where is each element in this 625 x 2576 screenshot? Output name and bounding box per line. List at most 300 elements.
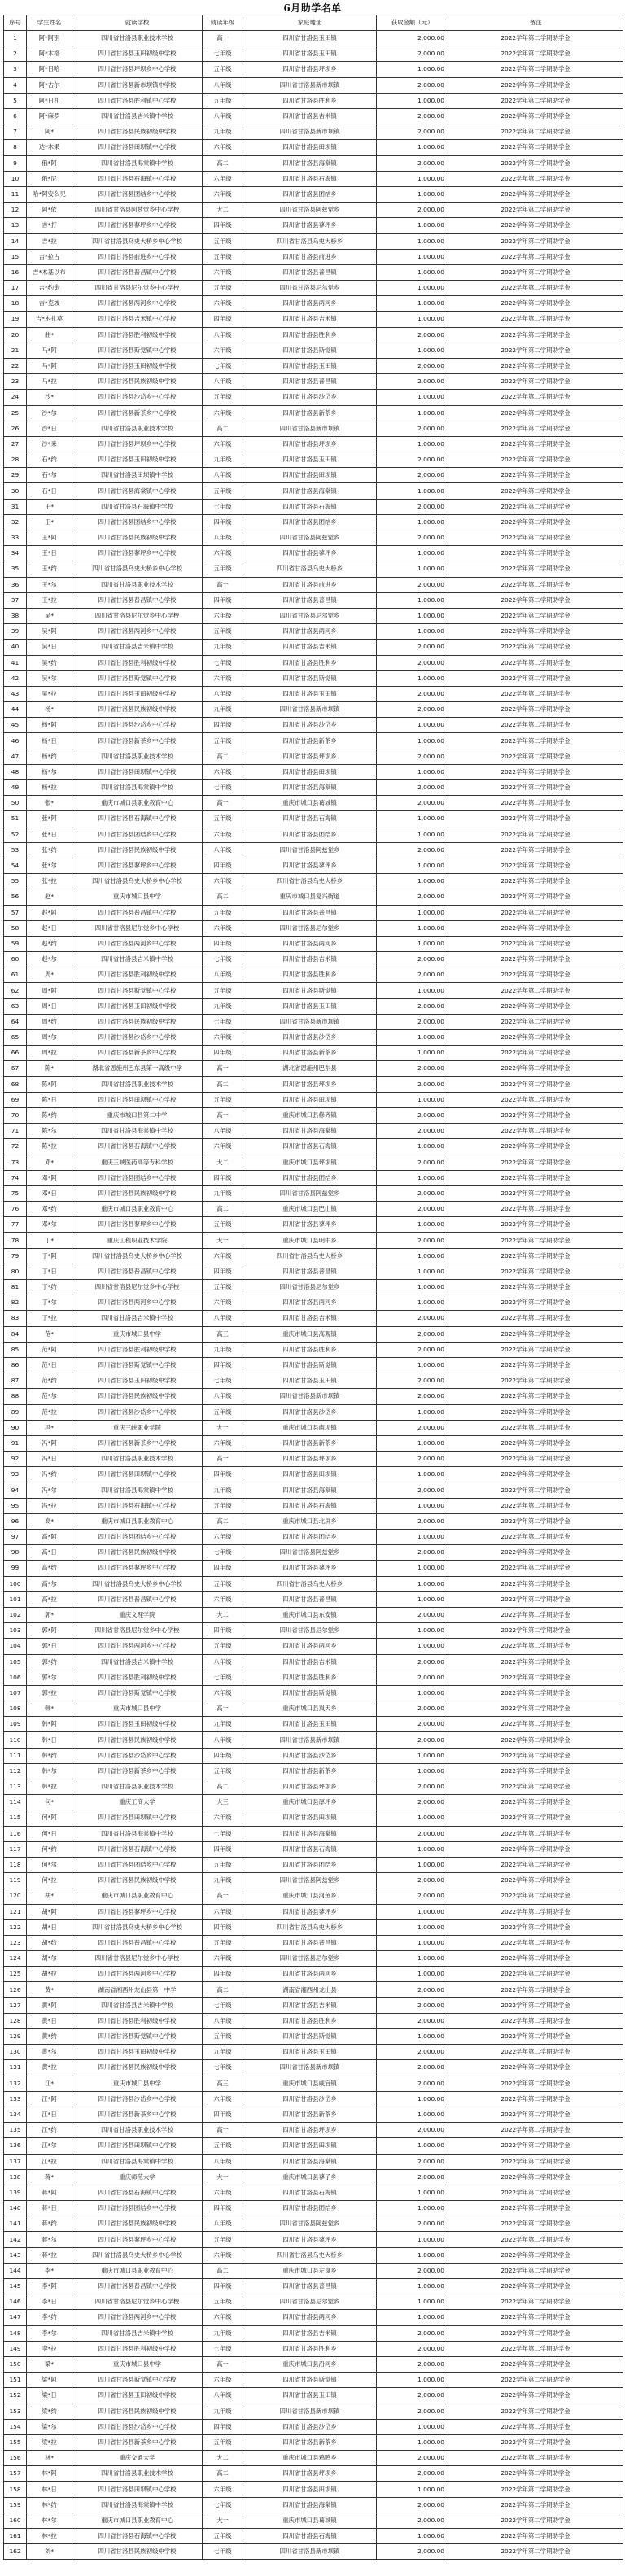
table-row	[4, 670, 623, 686]
table-row	[4, 1498, 623, 1513]
table-row	[4, 2482, 623, 2497]
table-row	[4, 1326, 623, 1342]
cell-student-name: 梁*拉	[27, 2434, 72, 2450]
cell-amount: 2,000.00	[377, 749, 448, 764]
cell-student-name: 阿*日哈	[27, 62, 72, 77]
table-row	[4, 1904, 623, 1919]
cell-index: 162	[4, 2544, 27, 2560]
cell-amount: 2,000.00	[377, 1107, 448, 1123]
cell-amount: 2,000.00	[377, 952, 448, 967]
cell-grade: 七年级	[203, 1373, 243, 1389]
cell-remark: 2022学年第二学期助学金	[448, 2107, 623, 2122]
table-row	[4, 2279, 623, 2294]
cell-amount: 1,000.00	[377, 390, 448, 405]
cell-remark: 2022学年第二学期助学金	[448, 1155, 623, 1170]
cell-student-name: 邓*尔	[27, 1217, 72, 1233]
cell-school: 四川省甘洛县石海镇中学校	[72, 499, 203, 514]
cell-school: 四川省甘洛县职业技术学校	[72, 1452, 203, 1467]
table-row	[4, 514, 623, 530]
cell-student-name: 吴*尔	[27, 670, 72, 686]
header-amount: 获取金额（元）	[377, 15, 448, 31]
cell-student-name: 王*	[27, 514, 72, 530]
cell-student-name: 高*阿	[27, 1530, 72, 1545]
table-row	[4, 374, 623, 390]
cell-remark: 2022学年第二学期助学金	[448, 2529, 623, 2544]
cell-student-name: 王*尔	[27, 577, 72, 592]
cell-remark: 2022学年第二学期助学金	[448, 1076, 623, 1092]
cell-school: 四川省甘洛县海棠镇中学校	[72, 155, 203, 171]
cell-student-name: 胡*约	[27, 1935, 72, 1950]
cell-home-address: 四川省甘洛县沙岱乡	[243, 390, 377, 405]
cell-home-address: 四川省甘洛县两河乡	[243, 296, 377, 312]
cell-grade: 七年级	[203, 952, 243, 967]
table-row	[4, 281, 623, 296]
cell-student-name: 王*	[27, 499, 72, 514]
cell-school: 四川省甘洛县职业技术学校	[72, 577, 203, 592]
cell-grade: 大三	[203, 1795, 243, 1810]
table-row	[4, 686, 623, 701]
cell-grade: 六年级	[203, 436, 243, 452]
cell-amount: 2,000.00	[377, 468, 448, 483]
cell-remark: 2022学年第二学期助学金	[448, 2154, 623, 2169]
cell-amount: 1,000.00	[377, 1046, 448, 1061]
cell-index: 58	[4, 920, 27, 936]
table-row	[4, 624, 623, 640]
cell-index: 2	[4, 46, 27, 62]
cell-school: 四川省甘洛县乌史大桥乡中心学校	[72, 234, 203, 249]
cell-index: 146	[4, 2294, 27, 2310]
cell-amount: 2,000.00	[377, 327, 448, 343]
cell-home-address: 四川省甘洛县胜利乡	[243, 327, 377, 343]
cell-grade: 四年级	[203, 2107, 243, 2122]
cell-school: 四川省甘洛县两河乡中心学校	[72, 1967, 203, 1982]
table-row	[4, 1545, 623, 1561]
cell-remark: 2022学年第二学期助学金	[448, 483, 623, 499]
cell-remark: 2022学年第二学期助学金	[448, 874, 623, 889]
cell-remark: 2022学年第二学期助学金	[448, 1452, 623, 1467]
cell-student-name: 张*阿	[27, 811, 72, 827]
cell-home-address: 重庆市城口县岚天乡	[243, 1701, 377, 1717]
table-row	[4, 1685, 623, 1701]
cell-student-name: 赵*约	[27, 936, 72, 951]
cell-school: 四川省甘洛县新茶乡中心学校	[72, 2434, 203, 2450]
cell-home-address: 四川省甘洛县海棠镇	[243, 1482, 377, 1498]
cell-index: 81	[4, 1280, 27, 1295]
cell-amount: 2,000.00	[377, 2388, 448, 2404]
cell-grade: 九年级	[203, 640, 243, 655]
table-row	[4, 2201, 623, 2216]
cell-home-address: 重庆市城口县修齐镇	[243, 1107, 377, 1123]
table-row	[4, 234, 623, 249]
cell-remark: 2022学年第二学期助学金	[448, 1685, 623, 1701]
cell-remark: 2022学年第二学期助学金	[448, 2185, 623, 2200]
cell-grade: 六年级	[203, 1685, 243, 1701]
cell-school: 四川省甘洛县沙岱乡中心学校	[72, 718, 203, 733]
table-row	[4, 1779, 623, 1795]
table-row	[4, 842, 623, 858]
table-row	[4, 1311, 623, 1326]
cell-remark: 2022学年第二学期助学金	[448, 108, 623, 124]
cell-index: 121	[4, 1904, 27, 1919]
cell-grade: 五年级	[203, 2232, 243, 2247]
cell-remark: 2022学年第二学期助学金	[448, 2310, 623, 2325]
table-row	[4, 2544, 623, 2560]
cell-index: 47	[4, 749, 27, 764]
table-row	[4, 327, 623, 343]
cell-student-name: 赵*日	[27, 920, 72, 936]
cell-home-address: 四川省甘洛县普昌镇	[243, 1591, 377, 1607]
cell-home-address: 四川省甘洛县尼尔觉乡	[243, 1951, 377, 1967]
table-row	[4, 1435, 623, 1451]
cell-amount: 1,000.00	[377, 405, 448, 421]
table-row	[4, 2123, 623, 2138]
cell-amount: 1,000.00	[377, 186, 448, 202]
cell-index: 14	[4, 234, 27, 249]
cell-remark: 2022学年第二学期助学金	[448, 499, 623, 514]
cell-student-name: 哈*阿安么见	[27, 186, 72, 202]
cell-amount: 2,000.00	[377, 1342, 448, 1357]
table-row	[4, 2029, 623, 2045]
cell-amount: 2,000.00	[377, 358, 448, 373]
cell-grade: 五年级	[203, 2294, 243, 2310]
table-row	[4, 2513, 623, 2528]
cell-index: 12	[4, 203, 27, 218]
cell-home-address: 四川省甘洛县新市坝镇	[243, 2060, 377, 2076]
cell-home-address: 四川省甘洛县蓼坪乡	[243, 2232, 377, 2247]
cell-amount: 2,000.00	[377, 1420, 448, 1435]
cell-index: 34	[4, 546, 27, 561]
table-row	[4, 796, 623, 811]
cell-grade: 四年级	[203, 2201, 243, 2216]
cell-student-name: 吴*日	[27, 640, 72, 655]
cell-grade: 四年级	[203, 718, 243, 733]
cell-index: 28	[4, 452, 27, 468]
cell-home-address: 四川省甘洛县新市坝镇	[243, 421, 377, 436]
cell-home-address: 四川省甘洛县石海镇	[243, 2185, 377, 2200]
cell-grade: 四年级	[203, 2419, 243, 2434]
cell-student-name: 郭*	[27, 1607, 72, 1622]
cell-home-address: 重庆市城口县复兴街道	[243, 889, 377, 905]
cell-school: 四川省甘洛县普昌镇中心学校	[72, 2279, 203, 2294]
cell-school: 四川省甘洛县斯觉镇中心学校	[72, 983, 203, 998]
cell-home-address: 重庆市城口县葛城镇	[243, 2513, 377, 2528]
cell-index: 154	[4, 2419, 27, 2434]
cell-amount: 1,000.00	[377, 561, 448, 577]
cell-grade: 八年级	[203, 1124, 243, 1139]
cell-remark: 2022学年第二学期助学金	[448, 1607, 623, 1622]
cell-index: 56	[4, 889, 27, 905]
cell-school: 湖南省湘西州龙山县第一中学	[72, 1982, 203, 1997]
cell-home-address: 四川省甘洛县阿兹觉乡	[243, 2216, 377, 2232]
cell-amount: 1,000.00	[377, 2138, 448, 2154]
cell-grade: 大二	[203, 2451, 243, 2466]
table-row	[4, 733, 623, 749]
cell-amount: 1,000.00	[377, 343, 448, 358]
table-row	[4, 2325, 623, 2341]
cell-index: 59	[4, 936, 27, 951]
cell-amount: 2,000.00	[377, 796, 448, 811]
cell-amount: 1,000.00	[377, 2091, 448, 2107]
cell-amount: 1,000.00	[377, 1498, 448, 1513]
cell-home-address: 四川省甘洛县田坝镇	[243, 1810, 377, 1826]
cell-home-address: 四川省甘洛县团结乡	[243, 2201, 377, 2216]
cell-student-name: 冯*	[27, 1420, 72, 1435]
cell-school: 四川省甘洛县两河乡中心学校	[72, 1639, 203, 1654]
cell-school: 四川省甘洛县新茶乡中心学校	[72, 1763, 203, 1779]
cell-amount: 1,000.00	[377, 1623, 448, 1639]
cell-student-name: 林*拉	[27, 2529, 72, 2544]
cell-grade: 四年级	[203, 1467, 243, 1482]
cell-student-name: 韩*日	[27, 1732, 72, 1748]
cell-amount: 2,000.00	[377, 2013, 448, 2028]
cell-remark: 2022学年第二学期助学金	[448, 2216, 623, 2232]
cell-remark: 2022学年第二学期助学金	[448, 702, 623, 718]
table-row	[4, 640, 623, 655]
cell-student-name: 王*阿	[27, 530, 72, 546]
cell-student-name: 周*拉	[27, 1046, 72, 1061]
table-row	[4, 2497, 623, 2513]
table-row	[4, 780, 623, 796]
cell-school: 四川省甘洛县职业技术学校	[72, 31, 203, 46]
cell-home-address: 四川省甘洛县新市坝镇	[243, 124, 377, 140]
cell-school: 四川省甘洛县两河乡中心学校	[72, 1295, 203, 1311]
cell-amount: 1,000.00	[377, 2310, 448, 2325]
cell-amount: 1,000.00	[377, 1685, 448, 1701]
cell-index: 21	[4, 343, 27, 358]
cell-student-name: 韩*拉	[27, 1779, 72, 1795]
cell-remark: 2022学年第二学期助学金	[448, 796, 623, 811]
cell-home-address: 四川省甘洛县普昌镇	[243, 592, 377, 608]
cell-remark: 2022学年第二学期助学金	[448, 764, 623, 779]
cell-grade: 高一	[203, 31, 243, 46]
cell-home-address: 四川省甘洛县玉田镇	[243, 452, 377, 468]
cell-grade: 五年级	[203, 1857, 243, 1872]
cell-amount: 1,000.00	[377, 2247, 448, 2263]
table-row	[4, 390, 623, 405]
cell-remark: 2022学年第二学期助学金	[448, 1311, 623, 1326]
cell-grade: 高一	[203, 1107, 243, 1123]
cell-student-name: 李*阿	[27, 2279, 72, 2294]
cell-school: 四川省甘洛县玉田初级中学校	[72, 46, 203, 62]
cell-grade: 五年级	[203, 1935, 243, 1950]
cell-student-name: 邓*阿	[27, 1170, 72, 1185]
cell-home-address: 四川省甘洛县两河乡	[243, 936, 377, 951]
cell-school: 四川省甘洛县蓼坪乡中心学校	[72, 1904, 203, 1919]
table-row	[4, 124, 623, 140]
cell-amount: 1,000.00	[377, 874, 448, 889]
cell-home-address: 四川省甘洛县海棠镇	[243, 780, 377, 796]
cell-home-address: 四川省甘洛县坪坝乡	[243, 1779, 377, 1795]
cell-remark: 2022学年第二学期助学金	[448, 218, 623, 234]
cell-remark: 2022学年第二学期助学金	[448, 281, 623, 296]
header-grade: 就读年级	[203, 15, 243, 31]
cell-index: 49	[4, 780, 27, 796]
cell-home-address: 四川省甘洛县沙岱乡	[243, 2091, 377, 2107]
cell-student-name: 丁*尔	[27, 1295, 72, 1311]
table-row	[4, 2013, 623, 2028]
cell-student-name: 李*尔	[27, 2325, 72, 2341]
table-row	[4, 1342, 623, 1357]
cell-amount: 1,000.00	[377, 1139, 448, 1155]
cell-student-name: 何*拉	[27, 1873, 72, 1888]
cell-school: 四川省甘洛县田坝镇中心学校	[72, 1810, 203, 1826]
cell-home-address: 四川省甘洛县两河乡	[243, 1639, 377, 1654]
cell-remark: 2022学年第二学期助学金	[448, 2466, 623, 2482]
cell-grade: 六年级	[203, 171, 243, 186]
cell-home-address: 四川省甘洛县吉米镇	[243, 640, 377, 655]
cell-student-name: 吉*木基以布	[27, 264, 72, 280]
cell-amount: 2,000.00	[377, 1654, 448, 1670]
cell-index: 109	[4, 1717, 27, 1732]
cell-grade: 四年级	[203, 1919, 243, 1935]
cell-index: 113	[4, 1779, 27, 1795]
cell-index: 87	[4, 1373, 27, 1389]
cell-remark: 2022学年第二学期助学金	[448, 718, 623, 733]
cell-school: 重庆工程职业技术学院	[72, 1233, 203, 1248]
cell-student-name: 何*日	[27, 1826, 72, 1841]
cell-student-name: 杨*约	[27, 749, 72, 764]
table-row	[4, 62, 623, 77]
cell-school: 四川省甘洛县两河乡中心学校	[72, 936, 203, 951]
cell-school: 四川省甘洛县团结乡中心学校	[72, 1170, 203, 1185]
cell-index: 70	[4, 1107, 27, 1123]
cell-school: 重庆市城口县中学	[72, 2076, 203, 2091]
cell-index: 50	[4, 796, 27, 811]
cell-amount: 2,000.00	[377, 780, 448, 796]
cell-school: 四川省甘洛县石海镇中心学校	[72, 171, 203, 186]
cell-remark: 2022学年第二学期助学金	[448, 264, 623, 280]
cell-home-address: 四川省甘洛县乌史大桥乡	[243, 874, 377, 889]
cell-grade: 六年级	[203, 546, 243, 561]
cell-amount: 2,000.00	[377, 577, 448, 592]
cell-home-address: 四川省甘洛县胜利乡	[243, 1342, 377, 1357]
cell-home-address: 四川省甘洛县玉田镇	[243, 358, 377, 373]
cell-amount: 2,000.00	[377, 1717, 448, 1732]
cell-amount: 2,000.00	[377, 2497, 448, 2513]
cell-home-address: 四川省甘洛县新茶乡	[243, 2107, 377, 2122]
cell-school: 四川省甘洛县民族初级中学校	[72, 702, 203, 718]
cell-remark: 2022学年第二学期助学金	[448, 2169, 623, 2185]
cell-home-address: 四川省甘洛县石海镇	[243, 499, 377, 514]
cell-school: 四川省甘洛县职业技术学校	[72, 2123, 203, 2138]
cell-school: 四川省甘洛县沙岱乡中心学校	[72, 390, 203, 405]
cell-remark: 2022学年第二学期助学金	[448, 1997, 623, 2013]
cell-amount: 2,000.00	[377, 1373, 448, 1389]
cell-student-name: 郭*尔	[27, 1670, 72, 1685]
cell-school: 四川省甘洛县田坝镇中心学校	[72, 2138, 203, 2154]
cell-school: 四川省甘洛县吉米镇中学校	[72, 1654, 203, 1670]
cell-home-address: 重庆市城口县北屏乡	[243, 1513, 377, 1529]
cell-student-name: 丁*	[27, 1233, 72, 1248]
table-row	[4, 749, 623, 764]
cell-home-address: 四川省甘洛县蓼坪乡	[243, 858, 377, 873]
cell-amount: 2,000.00	[377, 2466, 448, 2482]
cell-index: 18	[4, 296, 27, 312]
table-row	[4, 2373, 623, 2388]
cell-amount: 1,000.00	[377, 1639, 448, 1654]
cell-remark: 2022学年第二学期助学金	[448, 2513, 623, 2528]
cell-amount: 2,000.00	[377, 1155, 448, 1170]
cell-index: 74	[4, 1170, 27, 1185]
cell-index: 23	[4, 374, 27, 390]
cell-school: 四川省甘洛县新茶乡中心学校	[72, 405, 203, 421]
cell-grade: 五年级	[203, 2434, 243, 2450]
cell-amount: 2,000.00	[377, 1607, 448, 1622]
cell-student-name: 张*约	[27, 842, 72, 858]
cell-index: 7	[4, 124, 27, 140]
cell-home-address: 四川省甘洛县团结乡	[243, 1170, 377, 1185]
cell-home-address: 重庆市城口县河鱼乡	[243, 1888, 377, 1904]
cell-amount: 2,000.00	[377, 842, 448, 858]
cell-remark: 2022学年第二学期助学金	[448, 952, 623, 967]
cell-home-address: 四川省甘洛县新市坝镇	[243, 702, 377, 718]
cell-home-address: 重庆市城口县坪坝镇	[243, 1155, 377, 1170]
cell-index: 93	[4, 1467, 27, 1482]
cell-home-address: 四川省甘洛县吉米镇	[243, 1654, 377, 1670]
cell-remark: 2022学年第二学期助学金	[448, 296, 623, 312]
cell-remark: 2022学年第二学期助学金	[448, 2029, 623, 2045]
cell-grade: 八年级	[203, 530, 243, 546]
cell-school: 四川省甘洛县尼尔觉乡中心学校	[72, 1280, 203, 1295]
cell-school: 四川省甘洛县民族初级中学校	[72, 530, 203, 546]
cell-amount: 1,000.00	[377, 2373, 448, 2388]
cell-amount: 1,000.00	[377, 827, 448, 842]
cell-remark: 2022学年第二学期助学金	[448, 1717, 623, 1732]
cell-school: 四川省甘洛县蓼坪乡中心学校	[72, 546, 203, 561]
cell-remark: 2022学年第二学期助学金	[448, 1795, 623, 1810]
cell-amount: 1,000.00	[377, 1030, 448, 1046]
cell-index: 107	[4, 1685, 27, 1701]
cell-index: 15	[4, 249, 27, 264]
cell-home-address: 四川省甘洛县斯觉镇	[243, 983, 377, 998]
cell-home-address: 四川省甘洛县普昌镇	[243, 264, 377, 280]
table-row	[4, 2451, 623, 2466]
cell-student-name: 范*日	[27, 1357, 72, 1373]
cell-amount: 2,000.00	[377, 2060, 448, 2076]
cell-remark: 2022学年第二学期助学金	[448, 1701, 623, 1717]
cell-amount: 2,000.00	[377, 1124, 448, 1139]
cell-remark: 2022学年第二学期助学金	[448, 1576, 623, 1591]
cell-index: 61	[4, 967, 27, 983]
cell-grade: 六年级	[203, 2091, 243, 2107]
cell-student-name: 吴*约	[27, 655, 72, 670]
cell-amount: 1,000.00	[377, 514, 448, 530]
cell-index: 158	[4, 2482, 27, 2497]
cell-student-name: 高*	[27, 1513, 72, 1529]
cell-home-address: 四川省甘洛县海棠镇	[243, 483, 377, 499]
cell-index: 10	[4, 171, 27, 186]
table-row	[4, 171, 623, 186]
cell-amount: 2,000.00	[377, 1732, 448, 1748]
table-row	[4, 1607, 623, 1622]
cell-school: 重庆市城口县中学	[72, 1326, 203, 1342]
cell-grade: 七年级	[203, 2060, 243, 2076]
cell-student-name: 达*木果	[27, 140, 72, 155]
cell-home-address: 四川省甘洛县吉米镇	[243, 312, 377, 327]
cell-home-address: 四川省甘洛县石海镇	[243, 1841, 377, 1857]
cell-index: 60	[4, 952, 27, 967]
cell-grade: 四年级	[203, 592, 243, 608]
cell-grade: 高一	[203, 1888, 243, 1904]
cell-student-name: 江*约	[27, 2123, 72, 2138]
cell-amount: 1,000.00	[377, 1170, 448, 1185]
cell-student-name: 黄*	[27, 1982, 72, 1997]
cell-student-name: 梁*阿	[27, 2373, 72, 2388]
cell-student-name: 江*拉	[27, 2154, 72, 2169]
cell-grade: 八年级	[203, 1311, 243, 1326]
cell-index: 97	[4, 1530, 27, 1545]
cell-remark: 2022学年第二学期助学金	[448, 1951, 623, 1967]
